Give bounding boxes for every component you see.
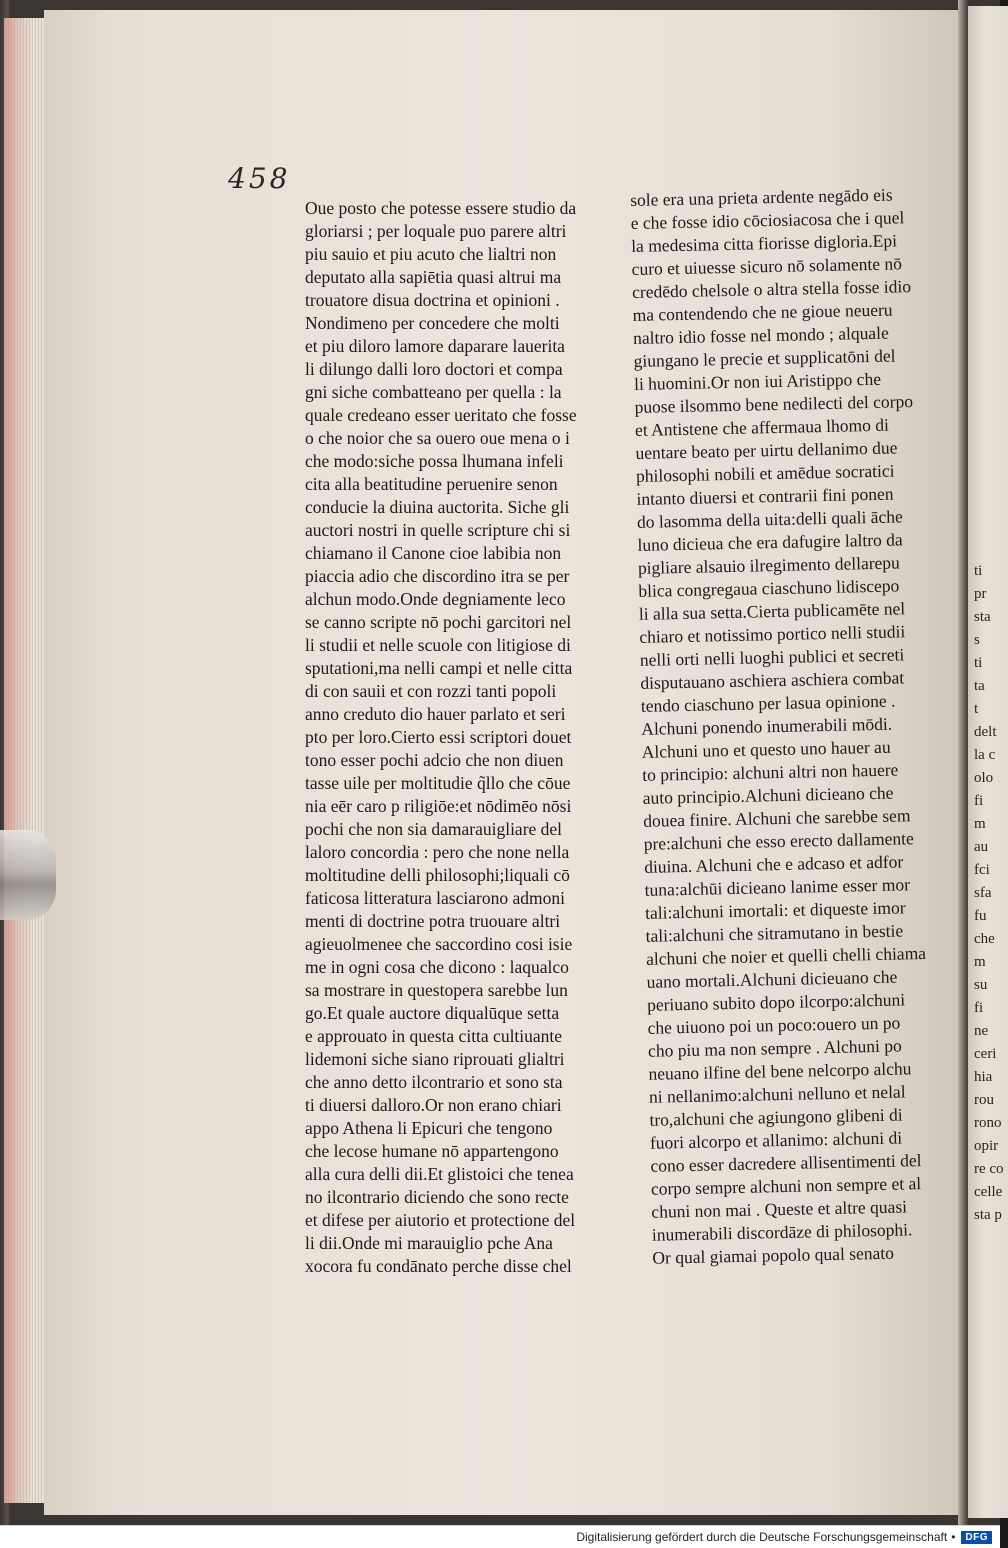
text-line: ni nellanimo:alchuni nelluno et nelal (648, 1081, 906, 1107)
text-line: sole era una prieta ardente negādo eis (630, 184, 893, 210)
text-line: alchuni che noier et quelli chelli chiama (645, 942, 927, 969)
text-line: disputauano aschiera aschiera combat (640, 667, 905, 693)
text-line: luno dicieua che era dafugire laltro da (637, 529, 903, 555)
text-fragment: celle (974, 1184, 1003, 1200)
digitization-footer (0, 1525, 1000, 1548)
text-line: lidemoni siche siano riprouati glialtri (305, 1049, 565, 1069)
text-line: ti diuersi dalloro.Or non erano chiari (305, 1095, 562, 1115)
text-fragment: olo (974, 770, 994, 786)
text-line: li studii et nelle scuole con litigiose di (305, 635, 571, 655)
text-fragment: opir (974, 1138, 999, 1154)
text-fragment: ta (974, 678, 985, 694)
text-fragment: rou (974, 1092, 994, 1108)
text-line: nia eēr caro p riligiōe:et nōdimēo nōsi (305, 796, 572, 816)
text-line: Nondimeno per concedere che molti (305, 313, 560, 333)
text-line: blica congregaua ciaschuno lidiscepo (638, 575, 900, 601)
text-line: diuina. Alchuni che e adcaso et adfor (643, 851, 904, 877)
text-line: neuano ilfine del bene nelcorpo alchu (648, 1058, 912, 1084)
text-line: me in ogni cosa che dicono : laqualco (305, 957, 569, 977)
text-line: tuna:alchūi dicieano lanime esser mor (644, 874, 911, 900)
text-fragment: au (974, 839, 989, 855)
text-line: tro,alchuni che agiungono glibeni di (649, 1104, 903, 1130)
text-fragment: s (974, 632, 980, 648)
text-fragment: delt (974, 724, 997, 740)
text-line: che modo:siche possa lhumana infeli (305, 451, 564, 471)
text-line: credēdo chelsole o altra stella fosse idio (631, 276, 912, 302)
text-fragment: fi (974, 1000, 984, 1016)
footer-separator: • (951, 1530, 956, 1544)
text-line: chuni non mai . Queste et altre quasi (651, 1196, 908, 1222)
text-line: deputato alla sapiētia quasi altrui ma (305, 267, 562, 287)
text-fragment: ne (974, 1023, 989, 1039)
text-line: piu sauio et piu acuto che lialtri non (305, 244, 557, 264)
text-line: auto principio.Alchuni dicieano che (642, 782, 894, 808)
text-line: douea finire. Alchuni che sarebbe sem (643, 805, 911, 831)
footer-credit: Digitalisierung gefördert durch die Deutsche Forschungsgemeinschaft (576, 1530, 948, 1544)
text-line: se canno scripte nō pochi garcitori nel (305, 612, 572, 632)
dfg-logo: DFG (961, 1531, 992, 1544)
text-line: tendo ciaschuno per lasua opinione . (640, 690, 896, 716)
text-line: Or qual giamai popolo qual senato (652, 1242, 895, 1268)
text-line: li dii.Onde mi marauiglio pche Ana (305, 1233, 553, 1253)
text-line: trouatore disua doctrina et opinioni . (305, 290, 560, 310)
text-line: tasse uile per moltitudie q̃llo che cōue (305, 773, 571, 793)
text-fragment: sfa (974, 885, 992, 901)
text-line: agieuolmenee che saccordino cosi isie (305, 934, 573, 954)
text-line: che uiuono poi un poco:ouero un po (647, 1012, 901, 1038)
text-line: e che fosse idio cōciosiacosa che i quel (630, 207, 905, 233)
text-line: Alchuni uno et questo uno hauer au (641, 736, 891, 762)
text-line: periuano subito dopo ilcorpo:alchuni (646, 989, 906, 1015)
text-line: alchun modo.Onde degniamente leco (305, 589, 566, 609)
text-line: sputationi,ma nelli campi et nelle citta (305, 658, 573, 678)
text-fragment: m (974, 816, 986, 832)
text-fragment: la c (974, 747, 996, 763)
text-line: tali:alchuni che sitramutano in bestie (645, 920, 904, 946)
text-line: intanto diuersi et contrarii fini ponen (636, 483, 894, 509)
text-fragment: hia (974, 1069, 993, 1085)
text-fragment: ceri (974, 1046, 997, 1062)
text-line: fuori alcorpo et allanimo: alchuni di (649, 1127, 903, 1153)
text-line: go.Et quale auctore diqualūque setta (305, 1003, 560, 1023)
text-line: li dilungo dalli loro doctori et compa (305, 359, 563, 379)
text-line: pre:alchuni che esso erecto dallamente (643, 828, 915, 854)
text-fragment: ti (974, 655, 983, 671)
text-line: la medesima citta fiorisse digloria.Epi (630, 230, 898, 256)
text-line: faticosa litteratura lasciarono admoni (305, 888, 565, 908)
text-line: li huomini.Or non iui Aristippo che (633, 368, 882, 394)
text-line: quale credeano esser ueritato che fosse (305, 405, 577, 425)
text-line: li alla sua setta.Cierta publicamēte nel (638, 598, 906, 624)
text-line: piaccia adio che discordino itra se per (305, 566, 570, 586)
text-line: chiamano il Canone cioe labibia non (305, 543, 562, 563)
folio-number: 458 (228, 162, 291, 195)
text-line: Alchuni ponendo inumerabili mōdi. (641, 713, 893, 739)
text-line: pto per loro.Cierto essi scriptori douet (305, 727, 572, 747)
text-fragment: sta (974, 609, 991, 625)
text-line: anno creduto dio hauer parlato et seri (305, 704, 566, 724)
page-clip (0, 830, 56, 920)
text-line: tono esser pochi adcio che non diuen (305, 750, 564, 770)
text-fragment: m (974, 954, 986, 970)
text-line: sa mostrare in questopera sarebbe lun (305, 980, 568, 1000)
text-line: puose ilsommo bene nedilecti del corpo (634, 391, 914, 417)
text-line: di con sauii et con rozzi tanti popoli (305, 681, 557, 701)
text-line: appo Athena li Epicuri che tengono (305, 1118, 553, 1138)
text-column-left (305, 197, 605, 1278)
text-line: to principio: alchuni altri non hauere (642, 759, 899, 785)
text-line: che anno detto ilcontrario et sono sta (305, 1072, 563, 1092)
text-fragment: su (974, 977, 988, 993)
text-line: uentare beato per uirtu dellanimo due (635, 437, 898, 463)
text-line: tali:alchuni imortali: et diqueste imor (644, 897, 906, 923)
text-line: e approuato in questa citta cultiuante (305, 1026, 563, 1046)
text-line: cita alla beatitudine peruenire senon (305, 474, 558, 494)
text-fragment: fci (974, 862, 990, 878)
text-line: o che noior che sa ouero oue mena o i (305, 428, 570, 448)
text-line: inumerabili discordāze di philosophi. (651, 1219, 913, 1245)
text-line: conducie la diuina auctorita. Siche gli (305, 497, 570, 517)
text-line: naltro idio fosse nel mondo ; alquale (632, 322, 889, 348)
text-fragment: fu (974, 908, 987, 924)
text-line: pochi che non sia damarauigliare del (305, 819, 563, 839)
text-line: gloriarsi ; per loquale puo parere altri (305, 221, 567, 241)
text-column-right (630, 183, 948, 1270)
text-line: laloro concordia : pero che none nella (305, 842, 570, 862)
text-line: corpo sempre alchuni non sempre et al (650, 1173, 922, 1199)
page-fore-edge (4, 18, 44, 1503)
text-line: alla cura delli dii.Et glistoici che tenea (305, 1164, 574, 1184)
text-line: do lasomma della uita:delli quali āche (636, 506, 903, 532)
text-line: nelli orti nelli luoghi publici et secreti (639, 644, 905, 670)
text-fragment: re co (974, 1161, 1004, 1177)
text-fragment: ti (974, 563, 983, 579)
text-line: et difese per aiutorio et protectione del (305, 1210, 576, 1230)
text-line: Oue posto che potesse essere studio da (305, 198, 577, 218)
text-line: moltitudine delli philosophi;liquali cō (305, 865, 570, 885)
text-line: et Antistene che affermaua lhomo di (634, 414, 890, 440)
text-line: cono esser dacredere allisentimenti del (650, 1150, 922, 1176)
text-line: no ilcontrario diciendo che sono recte (305, 1187, 569, 1207)
text-fragment: sta p (974, 1207, 1002, 1223)
text-line: giungano le precie et supplicatōni del (633, 345, 896, 371)
text-line: philosophi nobili et amēdue socratici (635, 460, 895, 486)
text-line: chiaro et notissimo portico nelli studii (639, 621, 906, 647)
text-line: ma contendendo che ne gioue neueru (632, 299, 893, 325)
next-page-text-fragments (974, 560, 1004, 1227)
text-fragment: pr (974, 586, 987, 602)
text-line: gni siche combatteano per quella : la (305, 382, 562, 402)
text-line: curo et uiuesse sicuro nō solamente nō (631, 253, 903, 279)
text-line: auctori nostri in quelle scripture chi si (305, 520, 571, 540)
text-fragment: rono (974, 1115, 1002, 1131)
text-line: xocora fu condānato perche disse chel (305, 1256, 572, 1276)
text-line: uano mortali.Alchuni dicieuano che (646, 966, 898, 992)
text-line: et piu diloro lamore daparare lauerita (305, 336, 565, 356)
text-line: cho piu ma non sempre . Alchuni po (647, 1035, 902, 1061)
text-fragment: fi (974, 793, 984, 809)
text-line: che lecose humane nō appartengono (305, 1141, 559, 1161)
text-line: menti di doctrine potra truouare altri (305, 911, 561, 931)
text-line: pigliare alsauio ilregimento dellarepu (637, 552, 901, 578)
text-fragment: che (974, 931, 995, 947)
text-fragment: t (974, 701, 979, 717)
